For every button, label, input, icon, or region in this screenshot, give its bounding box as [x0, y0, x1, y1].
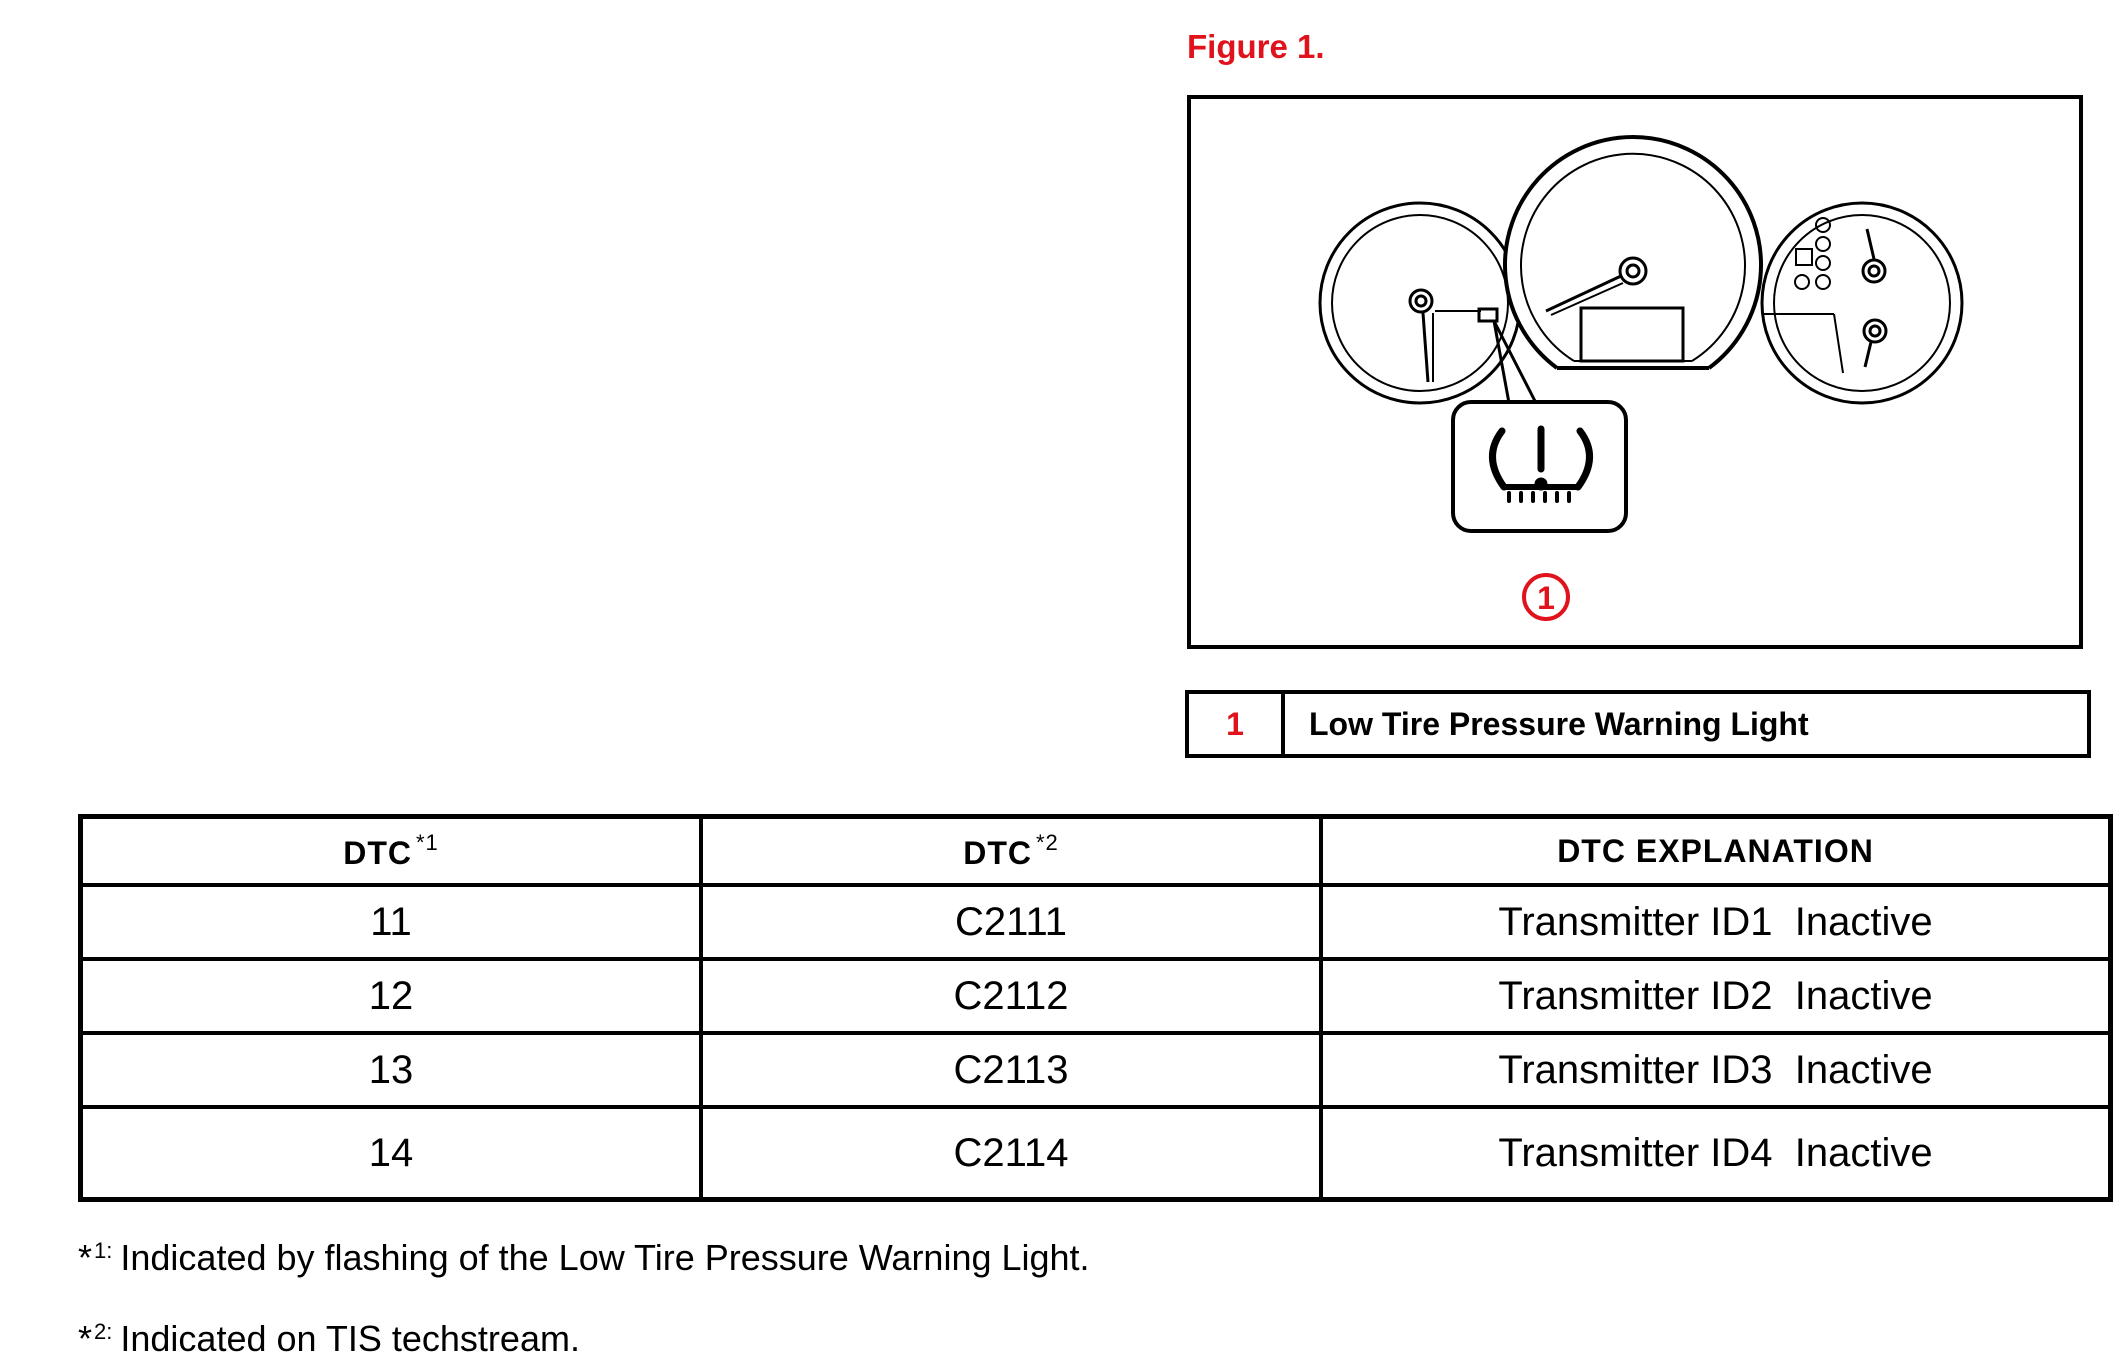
instrument-cluster-figure	[1187, 95, 2083, 649]
table-row	[81, 885, 2111, 959]
dtc-code-1: 13	[81, 1033, 702, 1107]
header-dtc-1: DTC $^{*1}$	[81, 817, 702, 886]
dtc-explanation: Transmitter ID4 Inactive	[1321, 1107, 2111, 1200]
footnote-number: 2:	[94, 1319, 113, 1344]
dtc-code-2: C2111	[701, 885, 1321, 959]
dtc-code-2: C2112	[701, 959, 1321, 1033]
legend-number: 1	[1189, 694, 1285, 754]
dtc-explanation: Transmitter ID2 Inactive	[1321, 959, 2111, 1033]
dtc-code-1: 12	[81, 959, 702, 1033]
figure-legend	[1185, 690, 2091, 758]
dtc-code-1: 14	[81, 1107, 702, 1200]
figure-title: Figure 1.	[1187, 28, 1325, 65]
header-dtc-explanation: DTC EXPLANATION	[1321, 817, 2111, 886]
dtc-code-2: C2114	[701, 1107, 1321, 1200]
header-dtc-2: DTC $^{*2}$	[701, 817, 1321, 886]
table-row	[81, 1033, 2111, 1107]
callout-number-1	[1524, 575, 1568, 619]
dtc-code-2: C2113	[701, 1033, 1321, 1107]
footnote-mark: *	[78, 1318, 93, 1359]
dtc-table	[78, 814, 2113, 1202]
dtc-explanation: Transmitter ID1 Inactive	[1321, 885, 2111, 959]
footnote-mark: *	[78, 1237, 93, 1278]
footnote-number: 1:	[94, 1238, 113, 1263]
speedometer-gauge	[1505, 137, 1761, 368]
table-row	[81, 959, 2111, 1033]
dtc-table-header	[81, 817, 2111, 886]
dtc-code-1: 11	[81, 885, 702, 959]
left-gauge	[1320, 203, 1520, 403]
right-gauge	[1762, 203, 1962, 403]
footnote-text: Indicated by flashing of the Low Tire Pressure Warning Light.	[120, 1237, 1090, 1278]
footnote-1	[78, 1237, 1090, 1279]
callout-number-text: 1	[1537, 580, 1555, 616]
footnote-2	[78, 1318, 580, 1360]
legend-label: Low Tire Pressure Warning Light	[1309, 705, 1809, 742]
dtc-explanation: Transmitter ID3 Inactive	[1321, 1033, 2111, 1107]
table-row	[81, 1107, 2111, 1200]
indicator-lamp	[1479, 309, 1497, 321]
instrument-cluster-diagram	[1191, 99, 2079, 645]
footnote-text: Indicated on TIS techstream.	[120, 1318, 580, 1359]
